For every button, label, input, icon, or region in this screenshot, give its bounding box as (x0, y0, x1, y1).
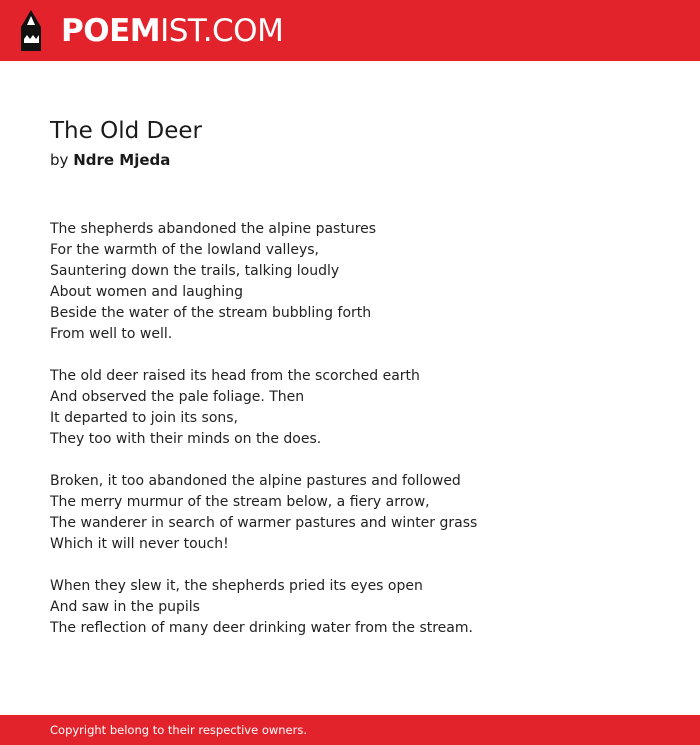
by-label: by (50, 151, 69, 169)
poem-line: For the warmth of the lowland valleys, (50, 242, 319, 258)
poem-line: The merry murmur of the stream below, a fiery arrow, (50, 494, 430, 510)
poem-line: The old deer raised its head from the scorched earth (50, 368, 420, 384)
poem-line: About women and laughing (50, 284, 243, 300)
poem-line: They too with their minds on the does. (50, 431, 322, 447)
site-footer (0, 715, 700, 745)
poem-line: From well to well. (50, 326, 173, 342)
poem-line: Beside the water of the stream bubbling forth (50, 305, 372, 321)
poem-line: The reflection of many deer drinking water from the stream. (50, 620, 473, 636)
stanza (50, 471, 670, 555)
poem-heading (50, 112, 670, 170)
poem-line: It departed to join its sons, (50, 410, 239, 426)
brand-bold-text: POEM (61, 13, 161, 49)
author-name: Ndre Mjeda (73, 151, 171, 169)
site-header (0, 0, 700, 61)
stanza (50, 366, 670, 450)
poem-body (50, 219, 670, 660)
stanza (50, 219, 670, 345)
copyright-notice: Copyright belong to their respective owners. (50, 723, 308, 737)
poem-line: When they slew it, the shepherds pried its eyes open (50, 578, 423, 594)
poem-line: The wanderer in search of warmer pastures and winter grass (50, 515, 478, 531)
stanza (50, 576, 670, 639)
poem-line: Which it will never touch! (50, 536, 229, 552)
poem-line: The shepherds abandoned the alpine pastures (50, 221, 377, 237)
poem-title: The Old Deer (50, 118, 202, 144)
byline (50, 150, 670, 170)
poem-line: Broken, it too abandoned the alpine pastures and followed (50, 473, 461, 489)
brand-logo[interactable] (61, 12, 283, 50)
pencil-tip-icon (18, 10, 44, 51)
poem-line: Sauntering down the trails, talking loudly (50, 263, 340, 279)
poem-line: And saw in the pupils (50, 599, 200, 615)
poem-line: And observed the pale foliage. Then (50, 389, 305, 405)
brand-light-text: IST.COM (160, 13, 284, 49)
